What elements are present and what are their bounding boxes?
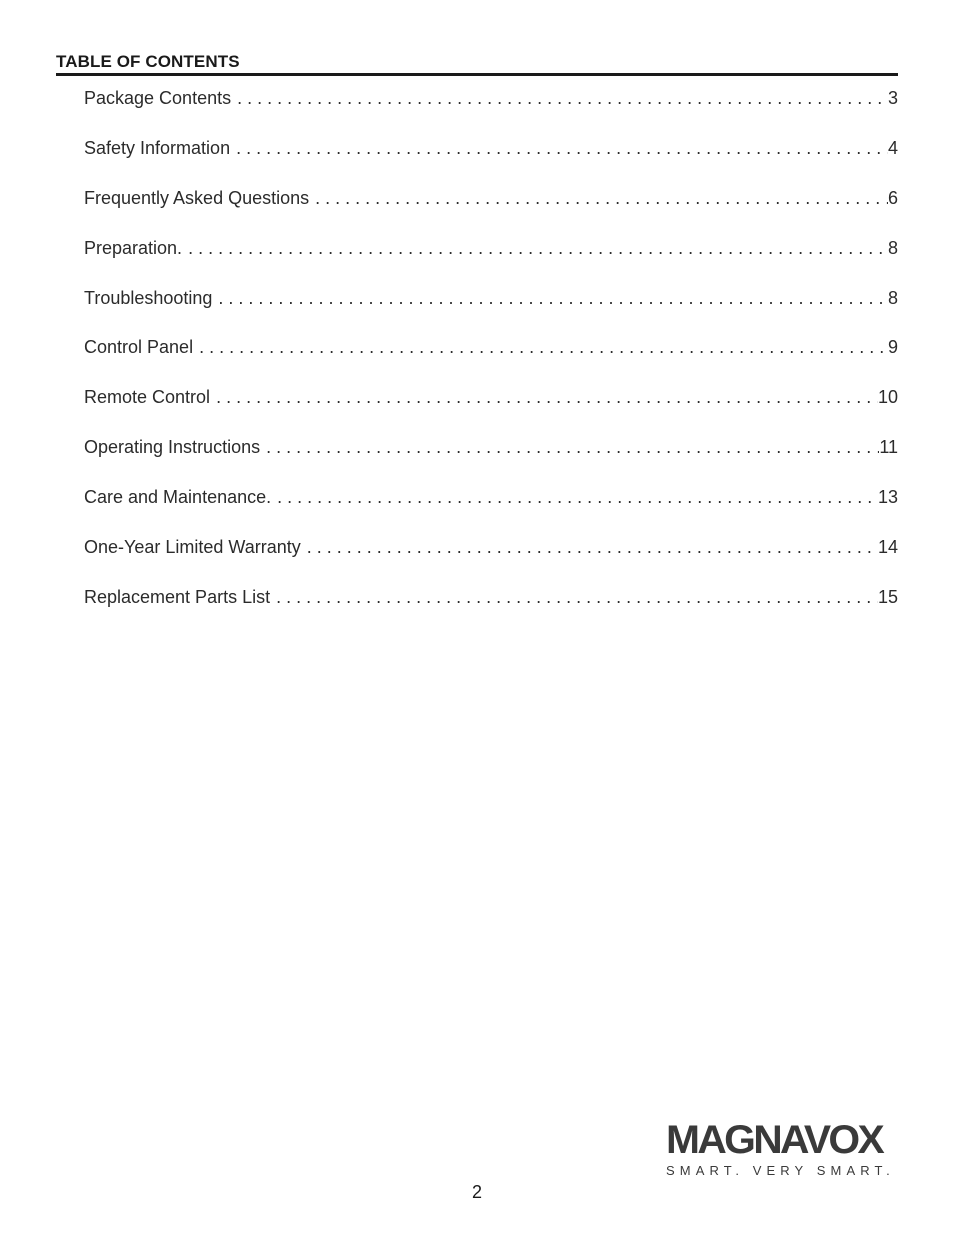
toc-entry-control-panel[interactable] xyxy=(84,336,898,386)
dot-leader xyxy=(260,436,879,458)
brand-wordmark: MAGNAVOX xyxy=(666,1118,883,1162)
toc-entry-title: One-Year Limited Warranty xyxy=(84,537,301,558)
toc-heading: TABLE OF CONTENTS xyxy=(56,52,240,71)
dot-leader xyxy=(210,386,878,408)
toc-entry-title: Preparation. xyxy=(84,237,183,258)
dot-leader xyxy=(231,87,888,109)
toc-entry-remote-control[interactable] xyxy=(84,386,898,436)
toc-entry-page: 15 xyxy=(877,586,898,607)
toc-entry-care-maintenance[interactable] xyxy=(84,486,898,536)
toc-entry-troubleshooting[interactable] xyxy=(84,287,898,337)
toc-entry-title: Package Contents xyxy=(84,88,232,108)
heading-divider xyxy=(56,73,898,76)
dot-leader xyxy=(182,237,888,259)
toc-entry-package-contents[interactable] xyxy=(84,87,898,137)
toc-entry-page: 4 xyxy=(887,137,898,158)
toc-entry-title: Frequently Asked Questions xyxy=(84,187,310,208)
toc-entry-page: 8 xyxy=(887,237,898,258)
toc-list xyxy=(84,87,898,636)
brand-tagline: SMART. VERY SMART. xyxy=(666,1163,895,1178)
toc-entry-preparation[interactable] xyxy=(84,237,898,287)
dot-leader xyxy=(271,486,878,508)
toc-entry-page: 6 xyxy=(887,187,898,208)
toc-entry-warranty[interactable] xyxy=(84,536,898,586)
toc-entry-title: Care and Maintenance. xyxy=(84,487,272,508)
toc-entry-title: Troubleshooting xyxy=(84,287,213,308)
dot-leader xyxy=(212,287,888,309)
toc-entry-page: 10 xyxy=(877,387,898,408)
toc-entry-faq[interactable] xyxy=(84,187,898,237)
toc-entry-page: 11 xyxy=(879,437,898,458)
toc-entry-page: 9 xyxy=(887,337,898,358)
toc-entry-page: 8 xyxy=(887,287,898,308)
toc-entry-title: Remote Control xyxy=(84,387,211,408)
toc-entry-title: Replacement Parts List xyxy=(84,586,271,607)
page-number: 2 xyxy=(471,1182,482,1202)
dot-leader xyxy=(309,187,888,209)
toc-entry-title: Control Panel xyxy=(84,337,194,358)
toc-entry-safety-information[interactable] xyxy=(84,137,898,187)
magnavox-logo xyxy=(666,1118,898,1178)
dot-leader xyxy=(301,536,878,558)
toc-entry-title: Safety Information xyxy=(84,137,231,158)
dot-leader xyxy=(193,336,888,358)
toc-entry-page: 14 xyxy=(877,537,898,558)
toc-entry-page: 13 xyxy=(877,487,898,508)
toc-entry-page: 3 xyxy=(887,88,898,108)
toc-entry-operating-instructions[interactable] xyxy=(84,436,898,486)
toc-entry-replacement-parts[interactable] xyxy=(84,586,898,636)
toc-entry-title: Operating Instructions xyxy=(84,437,261,458)
dot-leader xyxy=(270,586,878,608)
dot-leader xyxy=(230,137,888,159)
